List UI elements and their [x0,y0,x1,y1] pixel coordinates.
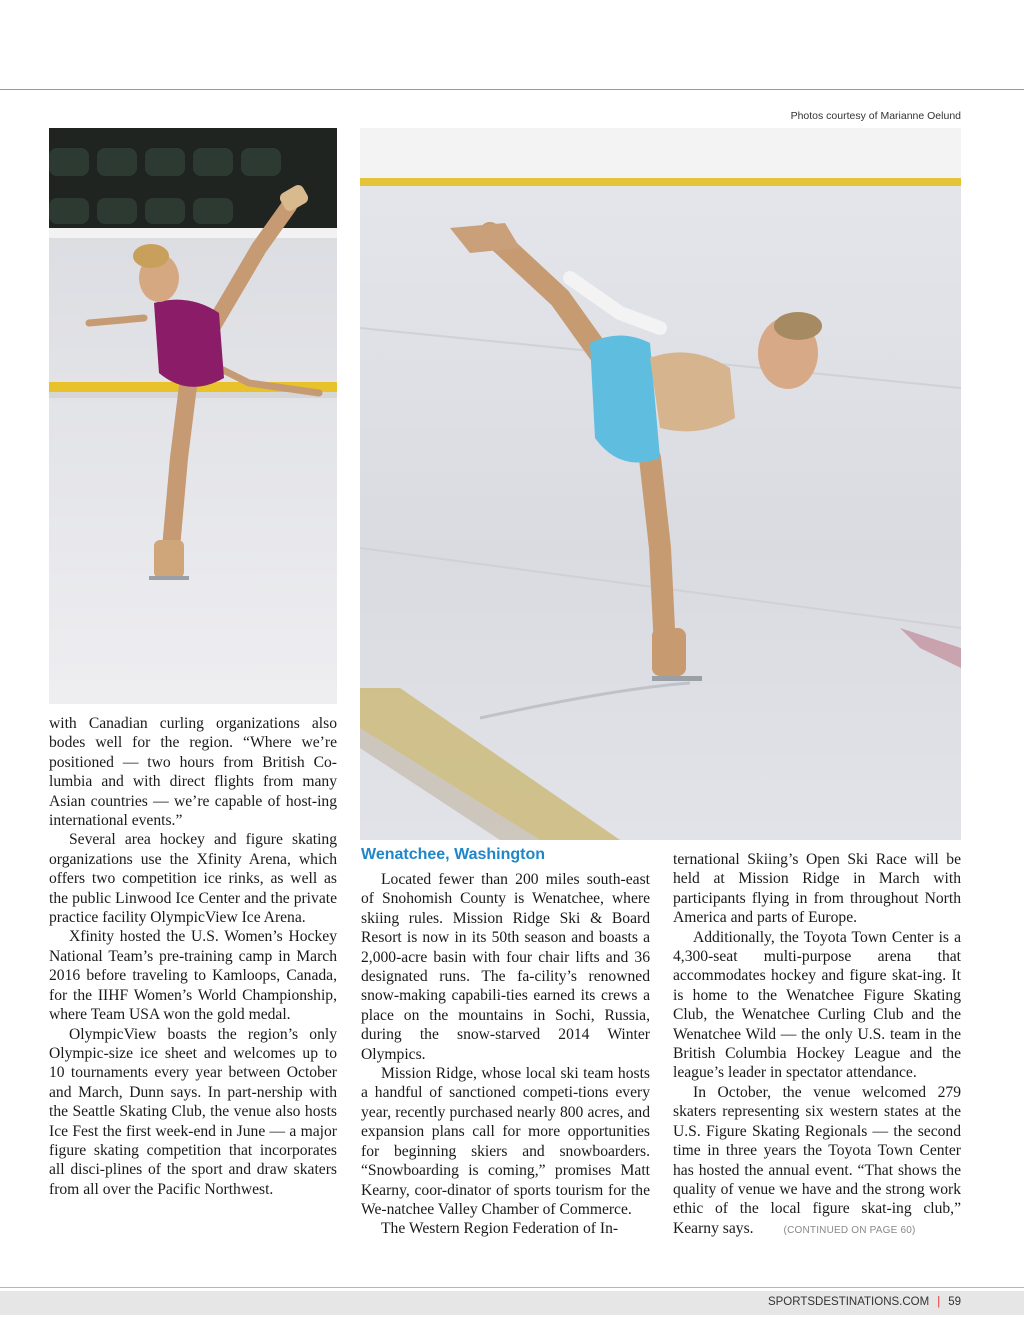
photo-skater-blue [360,128,961,840]
article-column-2 [361,870,650,1239]
paragraph: with Canadian curling organizations also bodes well for the region. “Where we’re positioned — two hours from British Co-lumbia and with direct flights from many Asian countries — we’re capable of host-ing international events.” [49,715,337,830]
continued-note: (CONTINUED ON PAGE 60) [783,1224,916,1236]
paragraph: Xfinity hosted the U.S. Women’s Hockey National Team’s pre-training camp in March 2016 before traveling to Kamloops, Canada, for the IIHF Women’s World Championship, where Team USA won the gold medal. [49,928,337,1024]
page-number: 59 [948,1296,961,1308]
footer-rule [0,1287,1024,1288]
photo-skater-purple [49,128,337,704]
photo-credit: Photos courtesy of Marianne Oelund [790,110,961,122]
top-rule [0,89,1024,90]
paragraph: ternational Skiing’s Open Ski Race will be held at Mission Ridge in March with participants flying in from throughout North America and parts of Europe. [673,851,961,927]
paragraph: OlympicView boasts the region’s only Olympic-size ice sheet and welcomes up to 10 tournaments every year between October and March, Dunn says. In part-nership with the Seattle Skating Club, the venue also hosts Ice Fest the first week-end in June — a major figure skating competition that incorporates all disci-plines of the sport and draw skaters from all over the Pacific Northwest. [49,1025,337,1198]
paragraph: Mission Ridge, whose local ski team hosts a handful of sanctioned competi-tions every year, recently purchased nearly 800 acres, and expansion plans call for more opportunities for beginning skiers and snowboarders. “Snowboarding is coming,” promises Matt Kearny, coor-dinator of sports tourism for the We-natchee Valley Chamber of Commerce. [361,1065,650,1218]
paragraph [673,1083,961,1240]
paragraph: Located fewer than 200 miles south-east of Snohomish County is Wenatchee, where skiing rules. Mission Ridge Ski & Board Resort is now in its 50th season and boasts a 2,000-acre basin with four chair lifts and 36 designated runs. The fa-cility’s renowned snow-making capabili-ties earned its crews a place on the mountains in Sochi, Russia, during the snow-starved 2014 Winter Olympics. [361,871,650,1063]
section-heading: Wenatchee, Washington [361,846,546,863]
footer [768,1296,961,1308]
site-url: SPORTSDESTINATIONS.COM [767,1296,930,1308]
footer-separator: | [937,1296,941,1308]
paragraph: Additionally, the Toyota Town Center is a 4,300-seat multi-purpose arena that accommodates hockey and figure skat-ing. It is home to the Wenatchee Figure Skating Club, the Wenatchee Curling Club and the Wenatchee Wild — the only U.S. team in the British Columbia Hockey League and the league’s leader in spectator attendance. [673,928,961,1082]
article-column-3 [673,850,961,1240]
article-column-1 [49,714,337,1199]
paragraph-text: In October, the venue welcomed 279 skaters representing six western states at the U.S. Figure Skating Regionals — the second time in three years the Toyota Town Center has hosted the annual event. “That shows the quality of venue we have and the strong work ethic of the local figure skat-ing club,” Kearny says. [673,1083,961,1237]
paragraph: Several area hockey and figure skating organizations use the Xfinity Arena, which offers two competition ice rinks, as well as the public Linwood Ice Center and the private practice facility OlympicView Ice Arena. [49,831,337,927]
paragraph: The Western Region Federation of In- [381,1220,619,1238]
